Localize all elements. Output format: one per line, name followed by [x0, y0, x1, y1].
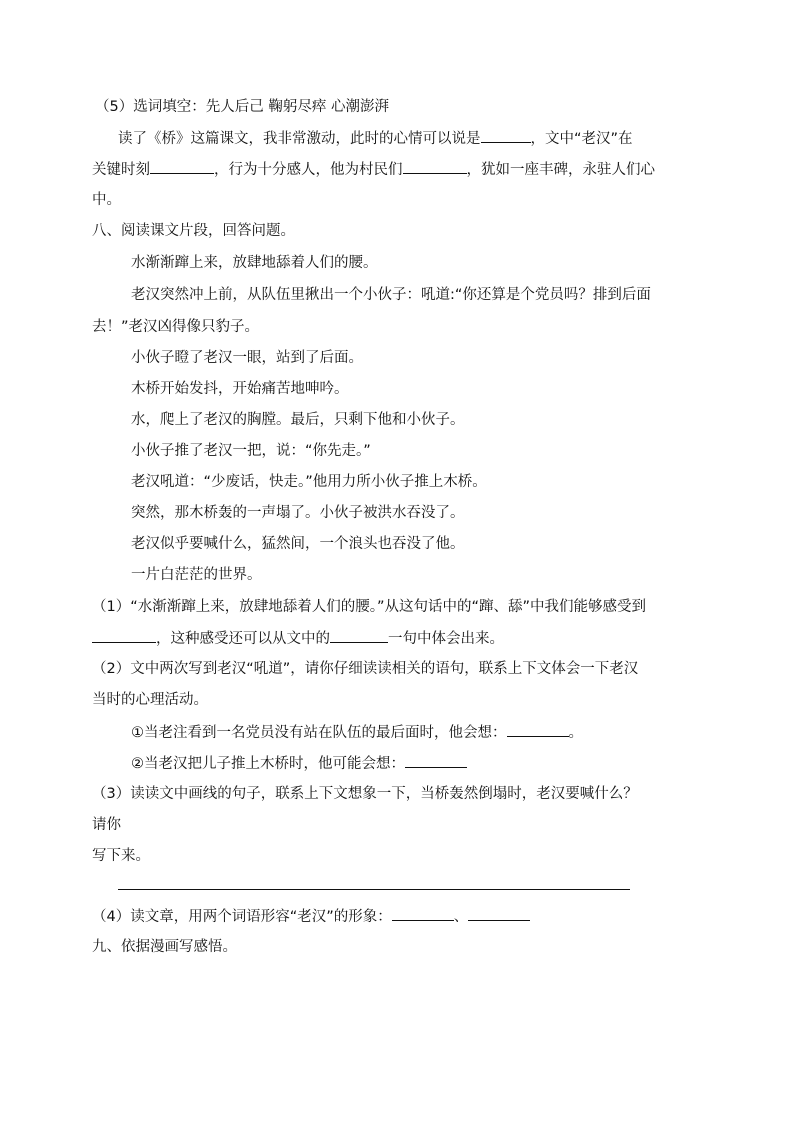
fill-blank[interactable] — [150, 159, 214, 174]
question-1: （1）“水渐渐蹿上来，放肆地舔着人们的腰。”从这句话中的“蹿、舔”中我们能够感受到 — [92, 599, 647, 615]
passage-paragraph: 突然，那木桥轰的一声塌了。小伙子被洪水吞没了。 — [131, 505, 465, 521]
question-2-sub-1: ①当老注看到一名党员没有站在队伍的最后面时，他会想： 。 — [131, 722, 583, 743]
q5-title: （5）选词填空：先人后己 鞠躬尽瘁 心潮澎湃 — [95, 99, 389, 115]
question-1-cont: ，这种感受还可以从文中的 一句中体会出来。 — [92, 628, 504, 649]
q5-line-3: 中。 — [92, 192, 121, 208]
passage-paragraph: 水，爬上了老汉的胸膛。最后，只剩下他和小伙子。 — [131, 412, 465, 428]
fill-blank[interactable] — [330, 628, 388, 643]
question-3-cont-2: 写下来。 — [92, 848, 150, 864]
passage-paragraph: 老汉吼道：“少废话，快走。”他用力所小伙子推上木桥。 — [131, 474, 487, 490]
question-2-sub-2: ②当老汉把儿子推上木桥时，他可能会想： — [131, 753, 467, 774]
passage-paragraph-cont: 去！”老汉凶得像只豹子。 — [92, 319, 260, 335]
question-2: （2）文中两次写到老汉“吼道”，请你仔细读读相关的语句，联系上下文体会一下老汉 — [92, 661, 639, 677]
fill-blank[interactable] — [405, 753, 467, 768]
question-2-cont: 当时的心理活动。 — [92, 692, 208, 708]
section-8-title: 八、阅读课文片段，回答问题。 — [92, 223, 295, 239]
question-3-cont: 请你 — [92, 817, 121, 833]
passage-paragraph: 小伙子瞪了老汉一眼，站到了后面。 — [131, 350, 363, 366]
fill-blank[interactable] — [392, 906, 454, 921]
passage-paragraph: 水渐渐蹿上来，放肆地舔着人们的腰。 — [131, 255, 378, 271]
fill-blank[interactable] — [403, 159, 467, 174]
passage-paragraph: 老汉似乎要喊什么，猛然间，一个浪头也吞没了他。 — [131, 536, 465, 552]
passage-paragraph: 小伙子推了老汉一把，说：“你先走。” — [131, 443, 371, 459]
fill-blank[interactable] — [92, 628, 156, 643]
fill-blank[interactable] — [468, 906, 530, 921]
question-3: （3）读读文中画线的句子，联系上下文想象一下，当桥轰然倒塌时，老汉要喊什么？ — [92, 786, 638, 802]
passage-paragraph: 一片白茫茫的世界。 — [131, 567, 262, 583]
section-9-title: 九、依据漫画写感悟。 — [92, 939, 237, 955]
fill-blank[interactable] — [507, 722, 569, 737]
fill-blank[interactable] — [481, 128, 531, 143]
passage-paragraph: 木桥开始发抖，开始痛苦地呻吟。 — [131, 381, 349, 397]
passage-paragraph: 老汉突然冲上前，从队伍里揪出一个小伙子：吼道:“你还算是个党员吗？排到后面 — [131, 287, 651, 303]
question-4: （4）读文章，用两个词语形容“老汉”的形象： 、 — [92, 906, 530, 927]
q5-line-1: 读了《桥》这篇课文，我非常激动，此时的心情可以说是 ，文中“老汉”在 — [118, 128, 633, 149]
answer-line[interactable] — [118, 889, 630, 890]
q5-line-2: 关键时刻 ，行为十分感人，他为村民们 ，犹如一座丰碑，永驻人们心 — [92, 159, 655, 180]
